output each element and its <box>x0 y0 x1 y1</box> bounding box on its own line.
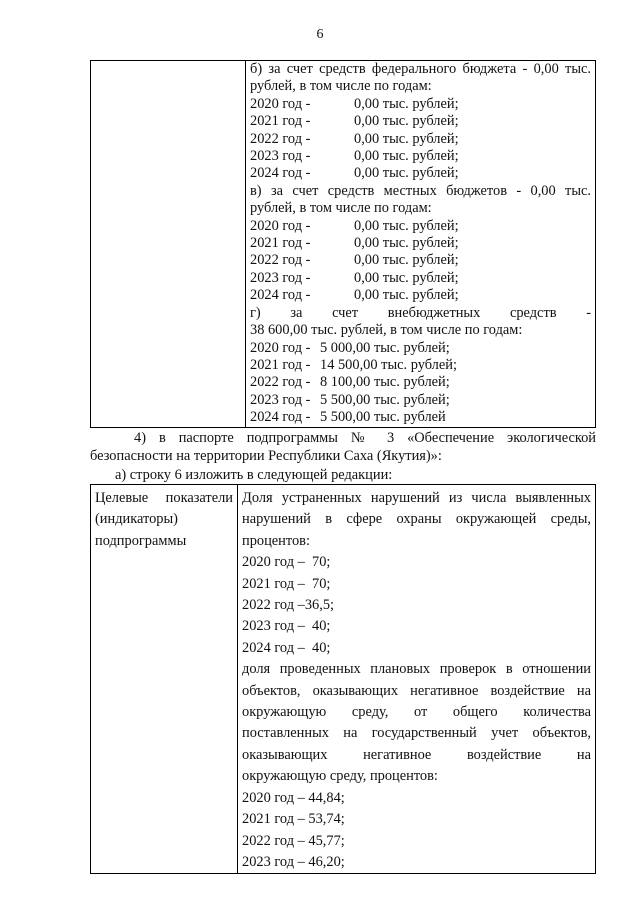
year-label: 2021 год - <box>250 235 311 252</box>
federal-budget-line1: б) за счет средств федерального бюджета - 0,00 тыс. <box>250 61 591 77</box>
left-label-line3: подпрограммы <box>95 532 187 549</box>
table-row <box>91 61 596 428</box>
table-row <box>91 485 596 874</box>
year-label: 2024 год – <box>242 639 305 656</box>
indicator1-year-row <box>242 616 591 637</box>
extra-year-row <box>250 409 591 426</box>
local-year-row <box>250 287 591 304</box>
extra-year-row <box>250 392 591 409</box>
federal-year-row <box>250 96 591 113</box>
year-label: 2020 год - <box>250 217 311 234</box>
year-label: 2020 год - <box>250 339 311 356</box>
indicator2-year-row: 2020 год – 44,84; <box>242 789 345 806</box>
indicator1-year-row <box>242 595 591 616</box>
indicators-table <box>90 484 596 874</box>
year-value: 70; <box>312 554 331 571</box>
indicator2-line: окружающую среду, процентов: <box>242 768 438 785</box>
indicator1-year-row <box>242 638 591 659</box>
local-year-row <box>250 218 591 235</box>
extra-year-row <box>250 357 591 374</box>
left-label-line1: Целевые показатели <box>95 490 233 506</box>
local-budget-line2: рублей, в том числе по годам: <box>250 200 432 217</box>
year-value: 70; <box>312 575 331 592</box>
indicator2-line: оказывающих негативное воздействие на <box>242 746 591 763</box>
year-value: 0,00 тыс. рублей; <box>354 95 459 112</box>
extra-year-row <box>250 340 591 357</box>
year-label: 2023 год - <box>250 391 311 408</box>
year-label: 2022 год - <box>250 252 311 269</box>
year-label: 2024 год - <box>250 409 311 426</box>
indicator2-line: доля проведенных плановых проверок в отношении <box>242 661 591 678</box>
local-year-row <box>250 235 591 252</box>
year-value: 40; <box>312 618 331 635</box>
paragraph-a: а) строку 6 изложить в следующей редакции: <box>115 467 393 483</box>
funding-table <box>90 60 596 428</box>
indicator1-line: процентов: <box>242 532 310 549</box>
year-label: 2024 год - <box>250 287 311 304</box>
indicator2-line: поставленных на государственный учет объектов, <box>242 725 591 742</box>
year-value: 0,00 тыс. рублей; <box>354 235 459 252</box>
local-year-row <box>250 252 591 269</box>
table-cell-funding <box>246 61 596 428</box>
table-cell-left <box>91 485 238 874</box>
year-value: 40; <box>312 639 331 656</box>
year-label: 2020 год - <box>250 95 311 112</box>
indicator1-line: нарушений в сфере охраны окружающей среды, <box>242 511 591 528</box>
local-year-row <box>250 270 591 287</box>
paragraph-4 <box>90 430 596 465</box>
year-label: 2021 год - <box>250 356 311 373</box>
indicator2-year-row: 2023 год – 46,20; <box>242 853 345 870</box>
year-label: 2023 год - <box>250 269 311 286</box>
extra-year-row <box>250 374 591 391</box>
indicator1-line: Доля устраненных нарушений из числа выявленных <box>242 490 591 506</box>
page-number: 6 <box>316 27 324 42</box>
year-value: 0,00 тыс. рублей; <box>354 113 459 130</box>
indicator1-year-row <box>242 552 591 573</box>
year-value: 0,00 тыс. рублей; <box>354 217 459 234</box>
year-value: 36,5; <box>304 597 335 614</box>
extra-budget-line2: 38 600,00 тыс. рублей, в том числе по годам: <box>250 322 523 339</box>
indicator2-year-row: 2021 год – 53,74; <box>242 811 345 828</box>
federal-year-row <box>250 165 591 182</box>
year-value: 14 500,00 тыс. рублей; <box>320 356 457 373</box>
year-label: 2022 год – <box>242 597 305 614</box>
year-label: 2023 год - <box>250 148 311 165</box>
year-value: 0,00 тыс. рублей; <box>354 148 459 165</box>
year-label: 2020 год – <box>242 554 305 571</box>
table-cell-left <box>91 61 246 428</box>
year-label: 2023 год – <box>242 618 305 635</box>
year-value: 0,00 тыс. рублей; <box>354 287 459 304</box>
federal-year-row <box>250 148 591 165</box>
year-value: 0,00 тыс. рублей; <box>354 130 459 147</box>
year-label: 2024 год - <box>250 165 311 182</box>
federal-year-row <box>250 131 591 148</box>
year-value: 0,00 тыс. рублей; <box>354 269 459 286</box>
local-budget-line1: в) за счет средств местных бюджетов - 0,00 тыс. <box>250 182 591 199</box>
year-label: 2021 год – <box>242 575 305 592</box>
federal-year-row <box>250 113 591 130</box>
left-label-line2: (индикаторы) <box>95 511 178 528</box>
indicator2-line: окружающую среду, от общего количества <box>242 704 591 721</box>
year-label: 2021 год - <box>250 113 311 130</box>
year-label: 2022 год - <box>250 374 311 391</box>
year-value: 5 500,00 тыс. рублей <box>320 409 446 426</box>
year-value: 5 000,00 тыс. рублей; <box>320 339 450 356</box>
table-cell-indicators <box>238 485 596 874</box>
indicator1-year-row <box>242 574 591 595</box>
indicator2-line: объектов, оказывающих негативное воздействие на <box>242 682 591 699</box>
indicator2-year-row: 2022 год – 45,77; <box>242 832 345 849</box>
year-value: 0,00 тыс. рублей; <box>354 252 459 269</box>
paragraph-4-line2: безопасности на территории Республики Саха (Якутия)»: <box>90 447 442 464</box>
paragraph-4-line1: 4) в паспорте подпрограммы № 3 «Обеспечение экологической <box>134 430 596 446</box>
extra-budget-line1: г) за счет внебюджетных средств - <box>250 304 591 321</box>
year-value: 5 500,00 тыс. рублей; <box>320 391 450 408</box>
federal-budget-line2: рублей, в том числе по годам: <box>250 78 432 95</box>
year-value: 8 100,00 тыс. рублей; <box>320 374 450 391</box>
year-label: 2022 год - <box>250 130 311 147</box>
year-value: 0,00 тыс. рублей; <box>354 165 459 182</box>
